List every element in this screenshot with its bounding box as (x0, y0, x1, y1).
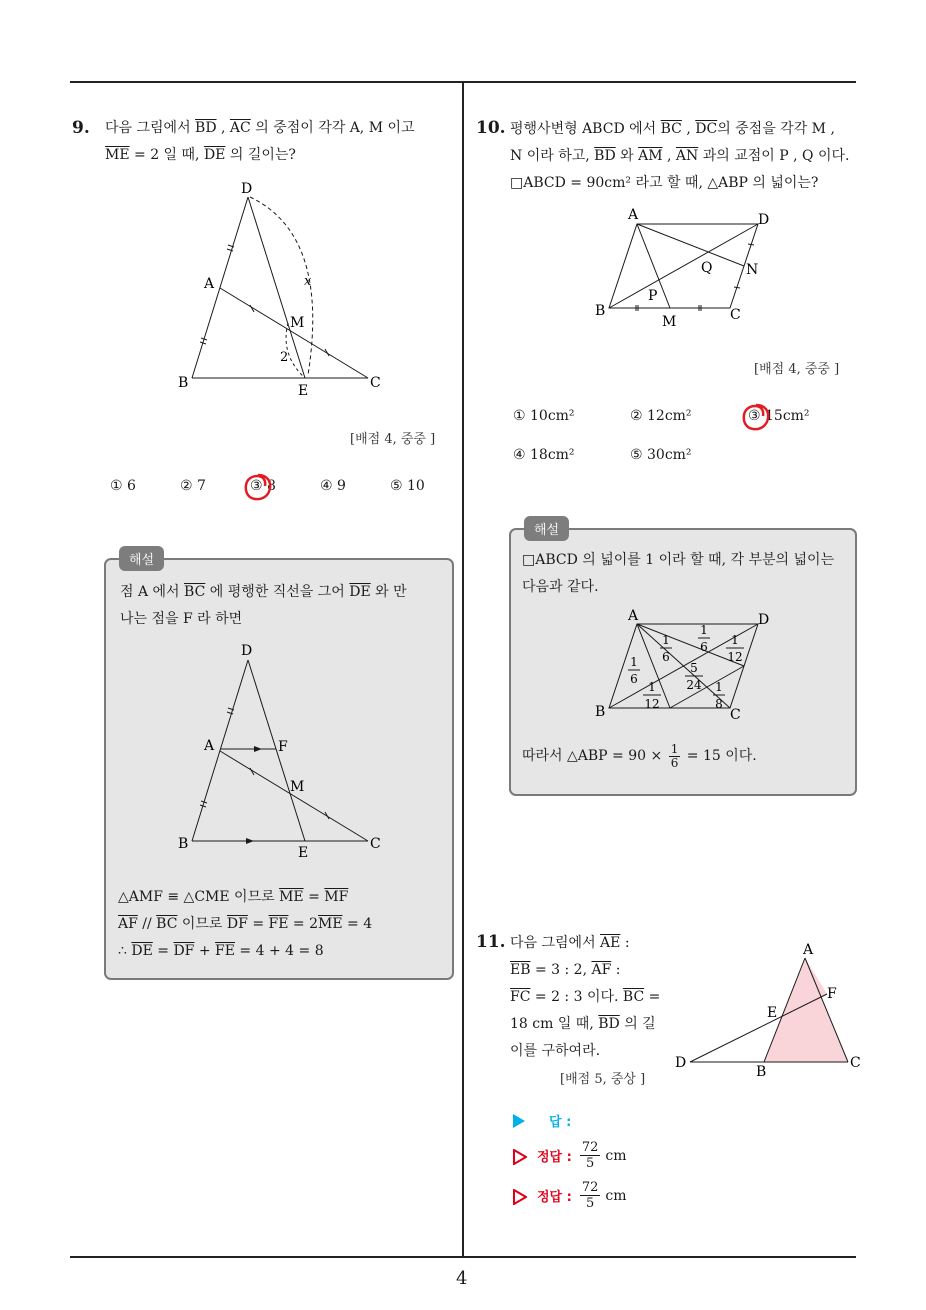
q11-answer-label: 답 : (549, 1115, 572, 1130)
q9-solution-eq1: △AMF ≡ △CME 이므로 $\overline{ME} = \overline{MF}$ (118, 889, 349, 905)
q9-label-two: 2 (280, 350, 289, 365)
play-arrow-icon (513, 1114, 525, 1128)
q10s-frac7-num: 1 (715, 680, 723, 694)
q10-choice-3[interactable]: ③ 15cm² (748, 408, 810, 424)
q9-solution-tag: 해설 (119, 546, 164, 571)
q9-solution-eq2: $\overline{AF} // \overline{BC}$ 이므로 $\overline{DF} = \overline{FE} = 2\overline{ME} = 4$ (118, 916, 373, 932)
q11-correct-fraction-1: $\frac{72}{5}$ (581, 1140, 599, 1171)
q9s-label-c: C (370, 836, 381, 852)
q10-label-d: D (758, 212, 770, 228)
q9-solution-eq3: ∴ $\overline{DE} = \overline{DF} + \overline{FE} = 4 + 4 = 8$ (118, 943, 324, 959)
q11-label-f: F (827, 986, 837, 1002)
q11-correct-label-1: 정답 : (537, 1150, 572, 1165)
q10-solution-diagram (590, 604, 790, 724)
q10s-frac5-num: 5 (690, 661, 698, 675)
q9-solution-line2: 나는 점을 F 라 하면 (120, 611, 243, 627)
q10-answer-circle-mark (740, 402, 772, 432)
q9-number: 9. (72, 118, 90, 138)
q9-label-x: x (304, 274, 312, 289)
q10-label-n: N (746, 262, 759, 278)
q9-label-a: A (204, 276, 215, 292)
q10s-frac7-den: 8 (715, 697, 723, 711)
q10-solution-final: 따라서 △ABP = 90 × $\frac{1}{6}$ = 15 이다. (522, 741, 757, 770)
q10-label-a: A (628, 207, 639, 223)
q10-label-p: P (648, 288, 658, 304)
q11-stem-line2: $\overline{EB} = 3$ : 2, $\overline{AF}$ : (510, 962, 621, 978)
q10-choice-5[interactable]: ⑤ 30cm² (630, 447, 692, 463)
q10s-label-a: A (628, 608, 639, 624)
q10-solution-line1: □ABCD 의 넓이를 1 이라 할 때, 각 부분의 넓이는 (522, 552, 835, 568)
outline-arrow-icon (513, 1189, 527, 1203)
q9-label-b: B (178, 375, 189, 391)
q10s-frac5-den: 24 (686, 678, 702, 692)
q10-solution-line2: 다음과 같다. (522, 579, 599, 595)
page-number: 4 (456, 1268, 468, 1289)
q11-diagram (672, 938, 872, 1083)
q9-label-c: C (370, 375, 381, 391)
q11-label-b: B (756, 1064, 767, 1080)
q10s-label-d: D (758, 612, 770, 628)
column-divider (462, 82, 464, 1258)
q11-correct-label-2: 정답 : (537, 1190, 572, 1205)
q10-final-frac: $\frac{1}{6}$ (670, 741, 679, 770)
q9s-label-e: E (298, 845, 309, 861)
q10s-frac3-num: 1 (731, 633, 739, 647)
q9-choice-2[interactable]: ② 7 (180, 478, 206, 494)
q9s-label-b: B (178, 836, 189, 852)
q9-diagram (170, 175, 390, 400)
q9-solution-diagram (170, 638, 390, 863)
q9s-label-f: F (278, 739, 288, 755)
q9-stem-line1: 다음 그림에서 $\overline{BD}$ , $\overline{AC}$ 의 중점이 각각 A, M 이고 (105, 120, 415, 136)
q10s-frac2-num: 1 (700, 623, 708, 637)
q9-score: [배점 4, 중중 ] (350, 432, 436, 447)
q10-choice-2[interactable]: ② 12cm² (630, 408, 692, 424)
q11-stem-line3: $\overline{FC} = 2$ : 3 이다. $\overline{BC}$ = (510, 989, 661, 1005)
q11-label-c: C (850, 1055, 861, 1071)
q11-stem-line4: 18 cm 일 때, $\overline{BD}$ 의 길 (510, 1016, 656, 1032)
q9s-label-a: A (204, 738, 215, 754)
q11-correct-row-1 (513, 1140, 627, 1171)
q10s-frac1-num: 1 (662, 633, 670, 647)
outline-arrow-icon (513, 1149, 527, 1163)
q11-answer-row[interactable] (513, 1111, 571, 1130)
q10-stem-line1: 평행사변형 ABCD 에서 $\overline{BC}$ , $\overline{DC}$의 중점을 각각 M , (510, 121, 835, 137)
q9-label-m: M (290, 315, 305, 331)
q10-choice-4[interactable]: ④ 18cm² (513, 447, 575, 463)
q10s-frac4-num: 1 (630, 655, 638, 669)
q11-number: 11. (476, 932, 506, 952)
q11-score: [배점 5, 중상 ] (560, 1072, 646, 1087)
q10s-label-b: B (595, 704, 606, 720)
q10-stem-line2: N 이라 하고, $\overline{BD}$ 와 $\overline{AM}$ , $\overline{AN}$ 과의 교점이 P , Q 이다. (510, 148, 850, 164)
q10s-frac3-den: 12 (727, 650, 743, 664)
q10s-frac1-den: 6 (662, 650, 670, 664)
q9-choice-4[interactable]: ④ 9 (320, 478, 346, 494)
q10s-frac6-num: 1 (648, 680, 656, 694)
q9-answer-circle-mark (242, 472, 274, 502)
q11-stem-line1: 다음 그림에서 $\overline{AE}$ : (510, 935, 630, 951)
q10-label-q: Q (701, 260, 713, 276)
q10s-frac4-den: 6 (630, 672, 638, 686)
q10-score: [배점 4, 중중 ] (754, 362, 840, 377)
q9s-label-m: M (290, 779, 305, 795)
q10-label-c: C (730, 307, 741, 323)
q9-stem-line2: $\overline{ME} = 2$ 일 때, $\overline{DE}$ 의 길이는? (105, 147, 296, 163)
q10-choice-1[interactable]: ① 10cm² (513, 408, 575, 424)
q11-correct-unit-2: cm (605, 1187, 627, 1204)
q10-label-b: B (595, 303, 606, 319)
q9-label-d: D (241, 181, 253, 197)
q10-stem-line3: □ABCD = 90cm² 라고 할 때, △ABP 의 넓이는? (510, 175, 819, 191)
q10-number: 10. (476, 118, 506, 138)
q10-diagram (590, 202, 790, 332)
q10-solution-tag: 해설 (524, 516, 569, 541)
q11-correct-fraction-2: $\frac{72}{5}$ (581, 1180, 599, 1211)
q11-label-e: E (767, 1005, 778, 1021)
q9-choice-1[interactable]: ① 6 (110, 478, 136, 494)
q11-label-d: D (675, 1055, 687, 1071)
q11-stem-line5: 이를 구하여라. (510, 1043, 601, 1059)
q10s-frac6-den: 12 (644, 697, 660, 711)
q9-choice-5[interactable]: ⑤ 10 (390, 478, 425, 494)
q9-solution-line1: 점 A 에서 $\overline{BC}$ 에 평행한 직선을 그어 $\overline{DE}$ 와 만 (120, 584, 407, 600)
q10s-label-c: C (730, 707, 741, 723)
q11-label-a: A (803, 942, 814, 958)
q9-choice-3[interactable]: ③ 8 (250, 478, 276, 494)
q11-correct-row-2 (513, 1180, 627, 1211)
q11-correct-unit-1: cm (605, 1147, 627, 1164)
q9-label-e: E (298, 383, 309, 399)
q10s-frac2-den: 6 (700, 640, 708, 654)
q10-label-m: M (662, 314, 677, 330)
q9s-label-d: D (241, 643, 253, 659)
